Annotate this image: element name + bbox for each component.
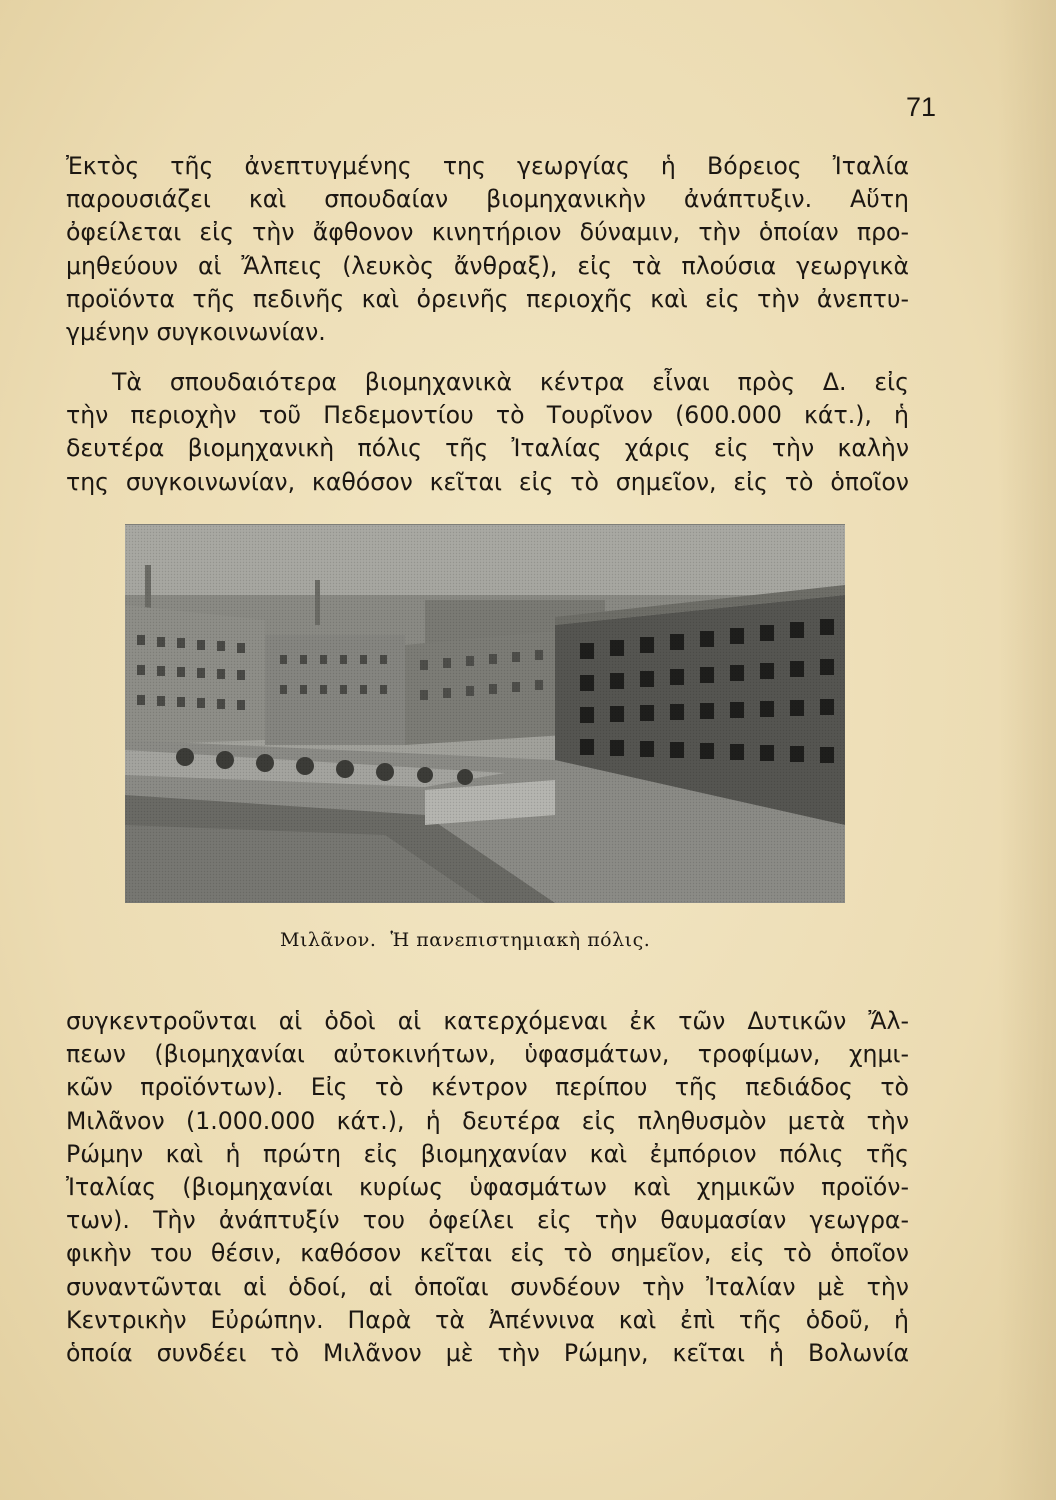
milan-university-city-photo	[125, 524, 845, 903]
text-line: συναντῶνται αἱ ὁδοί, αἱ ὁποῖαι συνδέουν τὴν Ἰταλίαν μὲ τὴν	[66, 1272, 909, 1301]
text-line: δευτέρα βιομηχανικὴ πόλις τῆς Ἰταλίας χάρις εἰς τὴν καλὴν	[66, 434, 909, 463]
paragraph-industrial-centers	[66, 366, 909, 499]
text-line: Ἐκτὸς τῆς ἀνεπτυγμένης της γεωργίας ἡ Βόρειος Ἰταλία	[66, 152, 909, 180]
text-line: ὁποία συνδέει τὸ Μιλᾶνον μὲ τὴν Ρώμην, κεῖται ἡ Βολωνία	[66, 1339, 909, 1368]
text-line: της συγκοινωνίαν, καθόσον κεῖται εἰς τὸ σημεῖον, εἰς τὸ ὁποῖον	[66, 467, 909, 496]
page-number: 71	[905, 92, 936, 122]
text-line: Τὰ σπουδαιότερα βιομηχανικὰ κέντρα εἶναι πρὸς Δ. εἰς	[112, 368, 909, 396]
text-line: Κεντρικὴν Εὐρώπην. Παρὰ τὰ Ἀπέννινα καὶ ἐπὶ τῆς ὁδοῦ, ἡ	[66, 1305, 909, 1334]
text-line: γμένην συγκοινωνίαν.	[66, 318, 326, 347]
text-line: Ἰταλίας (βιομηχανίαι κυρίως ὑφασμάτων καὶ χημικῶν προϊόν-	[66, 1173, 909, 1202]
text-line: ὀφείλεται εἰς τὴν ἄφθονον κινητήριον δύναμιν, τὴν ὁποίαν προ-	[66, 218, 909, 247]
paragraph-northern-italy-industry	[66, 150, 909, 349]
text-line: μηθεύουν αἱ Ἄλπεις (λευκὸς ἄνθραξ), εἰς τὰ πλούσια γεωργικὰ	[66, 251, 909, 280]
photo-caption	[280, 929, 780, 951]
text-line: προϊόντα τῆς πεδινῆς καὶ ὀρεινῆς περιοχῆς καὶ εἰς τὴν ἀνεπτυ-	[66, 284, 909, 313]
page-edge-shadow	[998, 0, 1056, 1500]
caption-text: Ἡ πανεπιστημιακὴ πόλις.	[390, 929, 651, 951]
paragraph-milan-bologna	[66, 1005, 909, 1370]
text-line: Μιλᾶνον (1.000.000 κάτ.), ἡ δευτέρα εἰς πληθυσμὸν μετὰ τὴν	[66, 1106, 909, 1135]
text-line: Ρώμην καὶ ἡ πρώτη εἰς βιομηχανίαν καὶ ἐμπόριον πόλις τῆς	[66, 1139, 909, 1168]
text-line: πεων (βιομηχανίαι αὐτοκινήτων, ὑφασμάτων, τροφίμων, χημι-	[66, 1040, 909, 1069]
text-line: τὴν περιοχὴν τοῦ Πεδεμοντίου τὸ Τουρῖνον (600.000 κάτ.), ἡ	[66, 401, 909, 430]
text-line: των). Τὴν ἀνάπτυξίν του ὀφείλει εἰς τὴν θαυμασίαν γεωγρα-	[66, 1206, 909, 1235]
caption-place: Μιλᾶνον.	[280, 929, 377, 951]
text-line: παρουσιάζει καὶ σπουδαίαν βιομηχανικὴν ἀνάπτυξιν. Αὕτη	[66, 185, 909, 214]
text-line: συγκεντροῦνται αἱ ὁδοὶ αἱ κατερχόμεναι ἐκ τῶν Δυτικῶν Ἄλ-	[66, 1007, 909, 1035]
text-line: φικὴν του θέσιν, καθόσον κεῖται εἰς τὸ σημεῖον, εἰς τὸ ὁποῖον	[66, 1239, 909, 1268]
text-line: κῶν προϊόντων). Εἰς τὸ κέντρον περίπου τῆς πεδιάδος τὸ	[66, 1073, 909, 1102]
